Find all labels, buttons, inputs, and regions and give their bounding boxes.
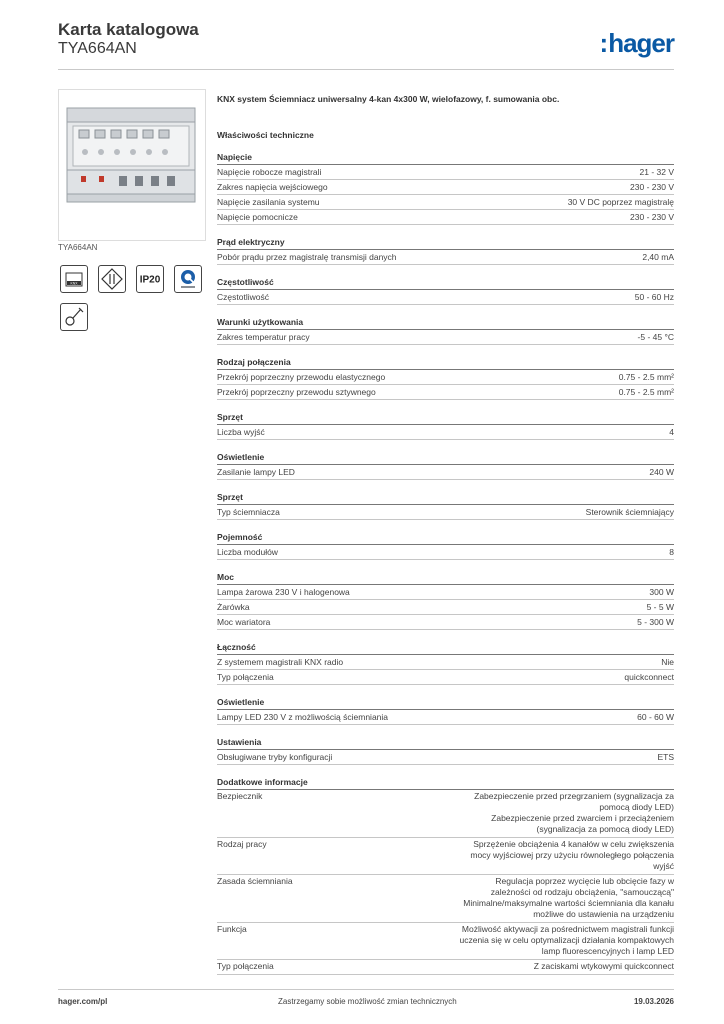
- spec-row: [217, 585, 674, 600]
- section-title: Ustawienia: [217, 736, 674, 750]
- additional-row: [217, 838, 674, 875]
- additional-value-line: uczenia się w celu optymalizacji działania kompaktowych: [459, 935, 674, 945]
- spec-value: 300 W: [649, 587, 674, 597]
- spec-row: [217, 250, 674, 265]
- footer-divider: [58, 989, 674, 990]
- additional-value-line: Regulacja poprzez wycięcie lub obcięcie fazy w: [495, 876, 674, 886]
- spec-label: Zakres napięcia wejściowego: [217, 182, 328, 192]
- additional-label: Rodzaj pracy: [217, 839, 267, 849]
- spec-row: [217, 290, 674, 305]
- spec-label: Przekrój poprzeczny przewodu elastycznego: [217, 372, 386, 382]
- spec-value: 21 - 32 V: [639, 167, 674, 177]
- section-title: Rodzaj połączenia: [217, 356, 674, 370]
- spec-label: Częstotliwość: [217, 292, 269, 302]
- spec-value: 2,40 mA: [642, 252, 674, 262]
- spec-section: [217, 316, 674, 356]
- spec-value: 5 - 300 W: [637, 617, 674, 627]
- spec-row: [217, 180, 674, 195]
- spec-row: [217, 330, 674, 345]
- section-title: Napięcie: [217, 151, 674, 165]
- header-divider: [58, 69, 674, 70]
- spec-label: Moc wariatora: [217, 617, 271, 627]
- svg-text:IP20: IP20: [139, 274, 161, 286]
- spec-row: [217, 370, 674, 385]
- section-title: Moc: [217, 571, 674, 585]
- additional-row: [217, 960, 674, 975]
- spec-label: Liczba modułów: [217, 547, 278, 557]
- quality-mark-icon: [174, 265, 202, 293]
- additional-value-line: Sprzężenie obciążenia 4 kanałów w celu zwiększenia: [473, 839, 674, 849]
- spec-label: Zasilanie lampy LED: [217, 467, 295, 477]
- section-title: Łączność: [217, 641, 674, 655]
- section-title: Sprzęt: [217, 411, 674, 425]
- class-ii-insulation-icon: [98, 265, 126, 293]
- additional-value: [424, 876, 674, 920]
- tool-screwdriver-icon: [60, 303, 88, 331]
- product-code: TYA664AN: [58, 40, 137, 57]
- spec-value: 30 V DC poprzez magistralę: [567, 197, 674, 207]
- additional-label: Typ połączenia: [217, 961, 274, 971]
- additional-info-section: [217, 776, 674, 975]
- spec-value: 5 - 5 W: [646, 602, 674, 612]
- spec-label: Obsługiwane tryby konfiguracji: [217, 752, 333, 762]
- section-title: Częstotliwość: [217, 276, 674, 290]
- spec-row: [217, 670, 674, 685]
- spec-value: -5 - 45 °C: [637, 332, 674, 342]
- additional-value-line: zależności od rodzaju obciążenia, "samouczącą": [490, 887, 674, 897]
- spec-section: [217, 736, 674, 776]
- document-title: Karta katalogowa: [58, 20, 199, 39]
- spec-value: 4: [669, 427, 674, 437]
- dimmer-module-illustration: [59, 90, 205, 240]
- spec-label: Zakres temperatur pracy: [217, 332, 310, 342]
- additional-value-line: Zabezpieczenie przed zwarciem i przeciążeniem: [491, 813, 674, 823]
- spec-row: [217, 425, 674, 440]
- spec-value: Sterownik ściemniający: [585, 507, 674, 517]
- spec-value: 60 - 60 W: [637, 712, 674, 722]
- additional-label: Funkcja: [217, 924, 247, 934]
- spec-row: [217, 545, 674, 560]
- spec-row: [217, 385, 674, 400]
- section-title: Oświetlenie: [217, 696, 674, 710]
- image-caption: TYA664AN: [58, 243, 98, 252]
- spec-section: [217, 491, 674, 531]
- hager-logo: :hager: [599, 28, 674, 58]
- spec-label: Napięcie zasilania systemu: [217, 197, 320, 207]
- footer-website: hager.com/pl: [58, 997, 108, 1006]
- spec-label: Liczba wyjść: [217, 427, 265, 437]
- properties-heading: Właściwości techniczne: [217, 130, 314, 140]
- spec-row: [217, 750, 674, 765]
- spec-value: 230 - 230 V: [630, 182, 674, 192]
- spec-value: quickconnect: [624, 672, 674, 682]
- additional-value-line: Z zaciskami wtykowymi quickconnect: [533, 961, 674, 971]
- spec-section: [217, 236, 674, 276]
- additional-value: [424, 839, 674, 872]
- spec-label: Typ połączenia: [217, 672, 274, 682]
- spec-value: 0.75 - 2.5 mm²: [618, 372, 674, 382]
- spec-value: 0.75 - 2.5 mm²: [618, 387, 674, 397]
- additional-row: [217, 923, 674, 960]
- section-title: Dodatkowe informacje: [217, 776, 674, 790]
- footer-date: 19.03.2026: [633, 997, 674, 1006]
- spec-label: Lampy LED 230 V z możliwością ściemniania: [217, 712, 389, 722]
- ip20-icon: [136, 265, 164, 293]
- additional-value: [424, 791, 674, 835]
- knx-certification-icon: [60, 265, 88, 293]
- spec-row: [217, 465, 674, 480]
- spec-row: [217, 655, 674, 670]
- spec-label: Przekrój poprzeczny przewodu sztywnego: [217, 387, 376, 397]
- additional-value-line: (sygnalizacja za pomocą diody LED): [536, 824, 674, 834]
- additional-row: [217, 790, 674, 838]
- spec-row: [217, 615, 674, 630]
- additional-label: Zasada ściemniania: [217, 876, 293, 886]
- spec-section: [217, 356, 674, 411]
- section-title: Sprzęt: [217, 491, 674, 505]
- spec-sections: [217, 151, 674, 776]
- section-title: Oświetlenie: [217, 451, 674, 465]
- spec-label: Lampa żarowa 230 V i halogenowa: [217, 587, 350, 597]
- footer-disclaimer: Zastrzegamy sobie możliwość zmian technicznych: [278, 997, 457, 1006]
- additional-row: [217, 875, 674, 923]
- spec-value: 8: [669, 547, 674, 557]
- spec-label: Napięcie pomocnicze: [217, 212, 298, 222]
- spec-label: Pobór prądu przez magistralę transmisji danych: [217, 252, 397, 262]
- spec-section: [217, 151, 674, 236]
- spec-value: 240 W: [649, 467, 674, 477]
- spec-section: [217, 451, 674, 491]
- additional-value-line: Zabezpieczenie przed przegrzaniem (sygnalizacja za: [474, 791, 674, 801]
- spec-row: [217, 195, 674, 210]
- spec-value: 50 - 60 Hz: [634, 292, 674, 302]
- additional-value-line: wyjść: [653, 861, 674, 871]
- additional-value-line: możliwe do ustawienia na urządzeniu: [533, 909, 674, 919]
- specification-panel: [217, 94, 674, 975]
- product-description: KNX system Ściemniacz uniwersalny 4-kan 4x300 W, wielofazowy, f. sumowania obc.: [217, 94, 560, 104]
- spec-section: [217, 276, 674, 316]
- product-image: [58, 89, 206, 241]
- spec-row: [217, 165, 674, 180]
- spec-value: Nie: [661, 657, 674, 667]
- spec-value: 230 - 230 V: [630, 212, 674, 222]
- spec-section: [217, 571, 674, 641]
- additional-value-line: Możliwość aktywacji za pośrednictwem magistrali funkcji: [461, 924, 674, 934]
- additional-value-line: pomocą diody LED): [599, 802, 674, 812]
- section-title: Prąd elektryczny: [217, 236, 674, 250]
- additional-value: [424, 924, 674, 957]
- spec-section: [217, 531, 674, 571]
- additional-value-line: Minimalne/maksymalne wartości ściemniania dla kanału: [463, 898, 674, 908]
- spec-label: Napięcie robocze magistrali: [217, 167, 322, 177]
- spec-section: [217, 696, 674, 736]
- logo-text: hager: [608, 28, 674, 58]
- section-title: Pojemność: [217, 531, 674, 545]
- spec-row: [217, 505, 674, 520]
- page-header: [58, 20, 674, 70]
- spec-section: [217, 411, 674, 451]
- spec-row: [217, 210, 674, 225]
- spec-label: Z systemem magistrali KNX radio: [217, 657, 344, 667]
- spec-label: Żarówka: [217, 602, 250, 612]
- spec-row: [217, 600, 674, 615]
- spec-value: ETS: [657, 752, 674, 762]
- spec-section: [217, 641, 674, 696]
- additional-value-line: mocy wyjściowej przy użyciu równoległego połączenia: [470, 850, 674, 860]
- additional-value: [424, 961, 674, 972]
- additional-rows: [217, 790, 674, 975]
- svg-text:KNX: KNX: [70, 281, 78, 286]
- spec-row: [217, 710, 674, 725]
- additional-label: Bezpiecznik: [217, 791, 263, 801]
- section-title: Warunki użytkowania: [217, 316, 674, 330]
- spec-label: Typ ściemniacza: [217, 507, 280, 517]
- additional-value-line: lamp fluorescencyjnych i lamp LED: [541, 946, 674, 956]
